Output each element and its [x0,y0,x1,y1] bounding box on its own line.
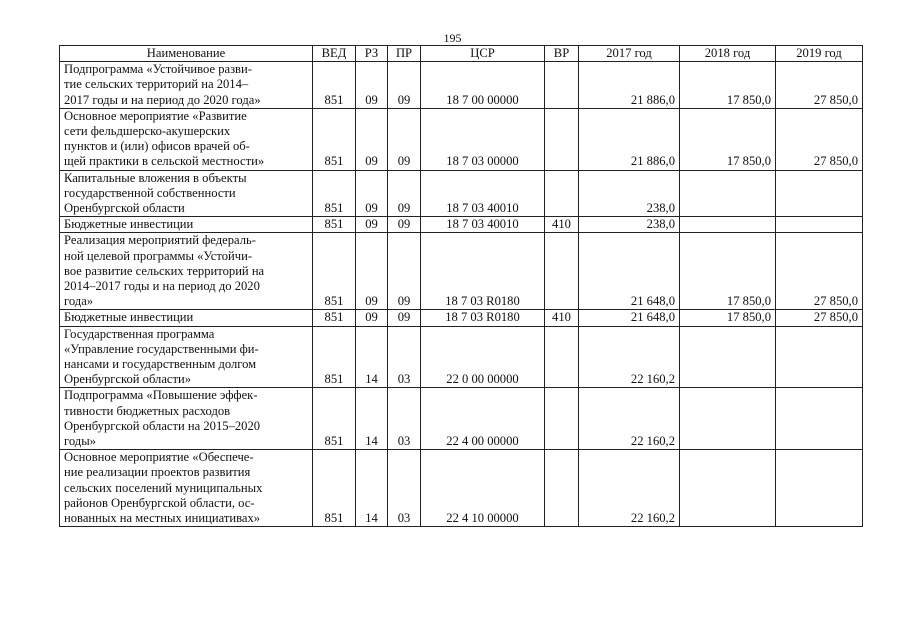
cell-pr: 09 [388,62,421,109]
row-name-text: Подпрограмма «Повышение эффек- тивности бюджетных расходов Оренбургской области на 2015–2020 годы» [64,388,261,449]
header-2017: 2017 год [579,46,680,62]
cell-2019 [776,388,863,450]
cell-2018: 17 850,0 [680,310,776,326]
cell-pr: 09 [388,310,421,326]
cell-csr: 22 0 00 00000 [421,326,545,388]
cell-csr: 18 7 00 00000 [421,62,545,109]
row-name-text: Бюджетные инвестиции [64,217,194,232]
cell-csr: 18 7 03 00000 [421,108,545,170]
cell-ved: 851 [313,310,356,326]
cell-rz: 09 [356,108,388,170]
cell-vr [545,388,579,450]
row-name-text: Реализация мероприятий федераль- ной целевой программы «Устойчи- вое развитие сельских территорий на 2014–2017 годы и на период до 2020 года» [64,233,265,309]
table-row [60,326,863,388]
cell-ved: 851 [313,62,356,109]
cell-2017: 22 160,2 [579,326,680,388]
cell-pr: 03 [388,388,421,450]
page-number: 195 [443,31,462,45]
cell-vr [545,326,579,388]
cell-2018: 17 850,0 [680,62,776,109]
cell-name [60,170,313,217]
cell-csr: 22 4 00 00000 [421,388,545,450]
cell-vr [545,233,579,310]
row-name-text: Капитальные вложения в объекты государственной собственности Оренбургской области [64,170,247,216]
cell-vr [545,170,579,217]
cell-2018 [680,450,776,527]
cell-csr: 18 7 03 40010 [421,217,545,233]
header-2018: 2018 год [680,46,776,62]
table-row [60,310,863,326]
cell-ved: 851 [313,450,356,527]
cell-csr: 18 7 03 R0180 [421,310,545,326]
cell-2017: 238,0 [579,170,680,217]
cell-name [60,217,313,233]
header-ved: ВЕД [313,46,356,62]
row-name-text: Подпрограмма «Устойчивое разви- тие сельских территорий на 2014– 2017 годы и на период до 2020 года» [64,62,261,107]
cell-vr: 410 [545,310,579,326]
cell-ved: 851 [313,108,356,170]
cell-2018: 17 850,0 [680,108,776,170]
cell-csr: 22 4 10 00000 [421,450,545,527]
cell-ved: 851 [313,388,356,450]
cell-name [60,108,313,170]
cell-vr: 410 [545,217,579,233]
budget-table [59,45,863,527]
cell-vr [545,108,579,170]
cell-2019: 27 850,0 [776,62,863,109]
table-body [60,62,863,527]
cell-name [60,310,313,326]
cell-2018 [680,170,776,217]
cell-name [60,388,313,450]
cell-2019 [776,170,863,217]
cell-name [60,326,313,388]
table-row [60,450,863,527]
header-csr: ЦСР [421,46,545,62]
header-vr: ВР [545,46,579,62]
cell-rz: 14 [356,450,388,527]
cell-2019: 27 850,0 [776,108,863,170]
cell-rz: 09 [356,62,388,109]
cell-pr: 09 [388,108,421,170]
table-row [60,388,863,450]
cell-rz: 09 [356,217,388,233]
cell-vr [545,62,579,109]
header-pr: ПР [388,46,421,62]
header-rz: РЗ [356,46,388,62]
cell-name [60,233,313,310]
cell-pr: 09 [388,217,421,233]
cell-pr: 09 [388,170,421,217]
cell-2018 [680,217,776,233]
cell-2017: 22 160,2 [579,388,680,450]
cell-2019 [776,450,863,527]
cell-rz: 14 [356,388,388,450]
row-name-text: Основное мероприятие «Развитие сети фельдшерско-акушерских пунктов и (или) офисов врачей об- щей практики в сельской местности» [64,108,265,169]
cell-rz: 14 [356,326,388,388]
table-row [60,62,863,109]
cell-2019 [776,217,863,233]
cell-name [60,62,313,109]
cell-ved: 851 [313,326,356,388]
cell-rz: 09 [356,233,388,310]
cell-ved: 851 [313,233,356,310]
cell-2017: 21 648,0 [579,310,680,326]
cell-2017: 238,0 [579,217,680,233]
cell-name [60,450,313,527]
row-name-text: Государственная программа «Управление государственными фи- нансами и государственным долгом Оренбургской области» [64,326,259,387]
table-header-row [60,46,863,62]
cell-2017: 21 648,0 [579,233,680,310]
cell-2019: 27 850,0 [776,310,863,326]
row-name-text: Бюджетные инвестиции [64,310,194,325]
table-row [60,170,863,217]
cell-vr [545,450,579,527]
table-row [60,108,863,170]
cell-2017: 21 886,0 [579,108,680,170]
cell-pr: 09 [388,233,421,310]
table-row [60,217,863,233]
cell-csr: 18 7 03 40010 [421,170,545,217]
cell-2018 [680,326,776,388]
cell-2018 [680,388,776,450]
header-name: Наименование [60,46,313,62]
cell-2018: 17 850,0 [680,233,776,310]
cell-2019: 27 850,0 [776,233,863,310]
cell-2017: 21 886,0 [579,62,680,109]
cell-csr: 18 7 03 R0180 [421,233,545,310]
cell-rz: 09 [356,310,388,326]
cell-rz: 09 [356,170,388,217]
cell-2019 [776,326,863,388]
row-name-text: Основное мероприятие «Обеспече- ние реализации проектов развития сельских поселений муниципальных районов Оренбургской области, ос- нованных на местных инициативах» [64,450,263,526]
cell-pr: 03 [388,450,421,527]
cell-2017: 22 160,2 [579,450,680,527]
cell-ved: 851 [313,170,356,217]
table-row [60,233,863,310]
cell-pr: 03 [388,326,421,388]
cell-ved: 851 [313,217,356,233]
header-2019: 2019 год [776,46,863,62]
